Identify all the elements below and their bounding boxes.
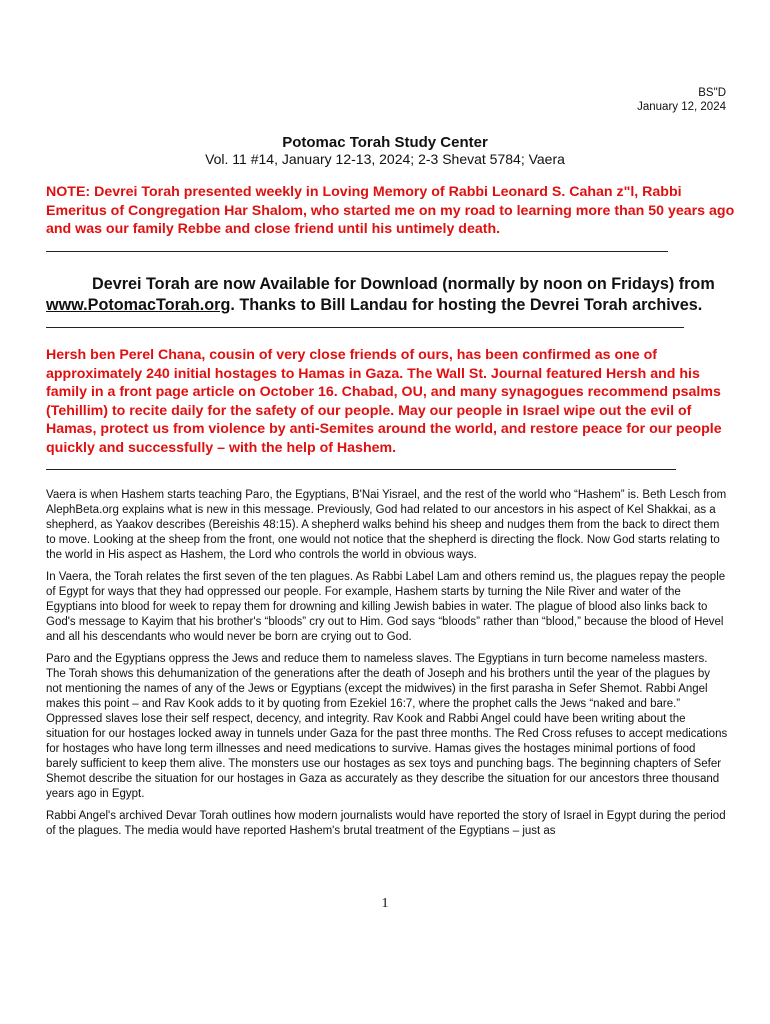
paragraph: Rabbi Angel's archived Devar Torah outlines how modern journalists would have reported the story of Israel in Egypt during the period of the plagues. The media would have reported Hashem's brutal treatment of the Egyptians – just as <box>46 810 726 837</box>
hostage-note: Hersh ben Perel Chana, cousin of very close friends of ours, has been confirmed as one of approximately 240 initial hostages to Hamas in Gaza. The Wall St. Journal featured Hersh and his family in a front page article on October 16. Chabad, OU, and many synagogues recommend psalms (Tehillim) to recite daily for the safety of our people. May our people in Israel wipe out the evil of Hamas, protect us from violence by anti-Semites around the world, and restore peace for our people quickly and successfully – with the help of Hashem. <box>46 347 722 456</box>
memorial-note: NOTE: Devrei Torah presented weekly in Loving Memory of Rabbi Leonard S. Cahan z"l, Rabbi Emeritus of Congregation Har Shalom, who started me on my road to learning more than 50 years ago and was our family Rebbe and close friend until his untimely death. <box>46 184 735 237</box>
paragraph: In Vaera, the Torah relates the first seven of the ten plagues. As Rabbi Label Lam and others remind us, the plagues repay the people of Egypt for ways that they had oppressed our people. For example, Hashem starts by turning the Nile River and water of the Egyptians into blood for week to repay them for drowning and killing Jewish babies in water. The plague of blood also links back to God's message to Kayim that his brother's “bloods” cry out to Him. God says “bloods” rather than “blood,” because the blood of Hevel and all his descendants who would never be born are crying out to God. <box>46 571 726 643</box>
body-text <box>46 488 728 846</box>
newsletter-title: Potomac Torah Study Center <box>282 134 488 151</box>
header-block <box>637 86 726 114</box>
download-text: Devrei Torah are now Available for Download (normally by noon on Fridays) from <box>92 275 715 293</box>
paragraph: Paro and the Egyptians oppress the Jews and reduce them to nameless slaves. The Egyptians in turn become nameless masters. The Torah shows this dehumanization of the generations after the death of Joseph and his brothers until the year of the plagues by not mentioning the names of any of the Jews or Egyptians (except the midwives) in the first parasha in Sefer Shemot. Rabbi Angel makes this point – and Rav Kook adds to it by quoting from Ezekiel 16:7, where the prophet calls the Jews “naked and bare.” Oppressed slaves lose their self respect, decency, and integrity. Rav Kook and Rabbi Angel could have been writing about the situation for our hostages locked away in tunnels under Gaza for the past three months. The Red Cross refuses to accept medications for hostages who have long term illnesses and need medications to survive. Hamas gives the hostages minimal portions of food barely sufficient to keep them alive. The monsters use our hostages as sex toys and punching bags. The beginning chapters of Sefer Shemot describe the situation for our hostages in Gaza as accurately as they describe the situation for our ancestors three thousand years ago in Egypt. <box>46 653 728 800</box>
download-text-end: . Thanks to Bill Landau for hosting the Devrei Torah archives. <box>230 296 703 314</box>
download-notice <box>46 274 736 316</box>
paragraph: Vaera is when Hashem starts teaching Paro, the Egyptians, B'Nai Yisrael, and the rest of the world who “Hashem” is. Beth Lesch from AlephBeta.org explains what is new in this message. Previously, God had related to our ancestors in his aspect of Kel Shakkai, as a shepherd, as Yaakov describes (Bereishis 48:15). A shepherd walks behind his sheep and nudges them from the back to direct them to move. Looking at the sheep from the front, one would not notice that the shepherd is directing the flock. Now God starts relating to the world in His aspect as Hashem, the Lord who controls the world in obvious ways. <box>46 489 727 561</box>
newsletter-subtitle: Vol. 11 #14, January 12-13, 2024; 2-3 Shevat 5784; Vaera <box>205 151 565 167</box>
header-date: January 12, 2024 <box>637 101 726 113</box>
divider-line <box>46 327 684 328</box>
divider-line <box>46 469 676 470</box>
bsd-mark: BS"D <box>698 87 726 99</box>
potomac-torah-link[interactable]: www.PotomacTorah.org <box>46 296 231 314</box>
page-number: 1 <box>381 896 389 911</box>
divider-line <box>46 251 668 252</box>
